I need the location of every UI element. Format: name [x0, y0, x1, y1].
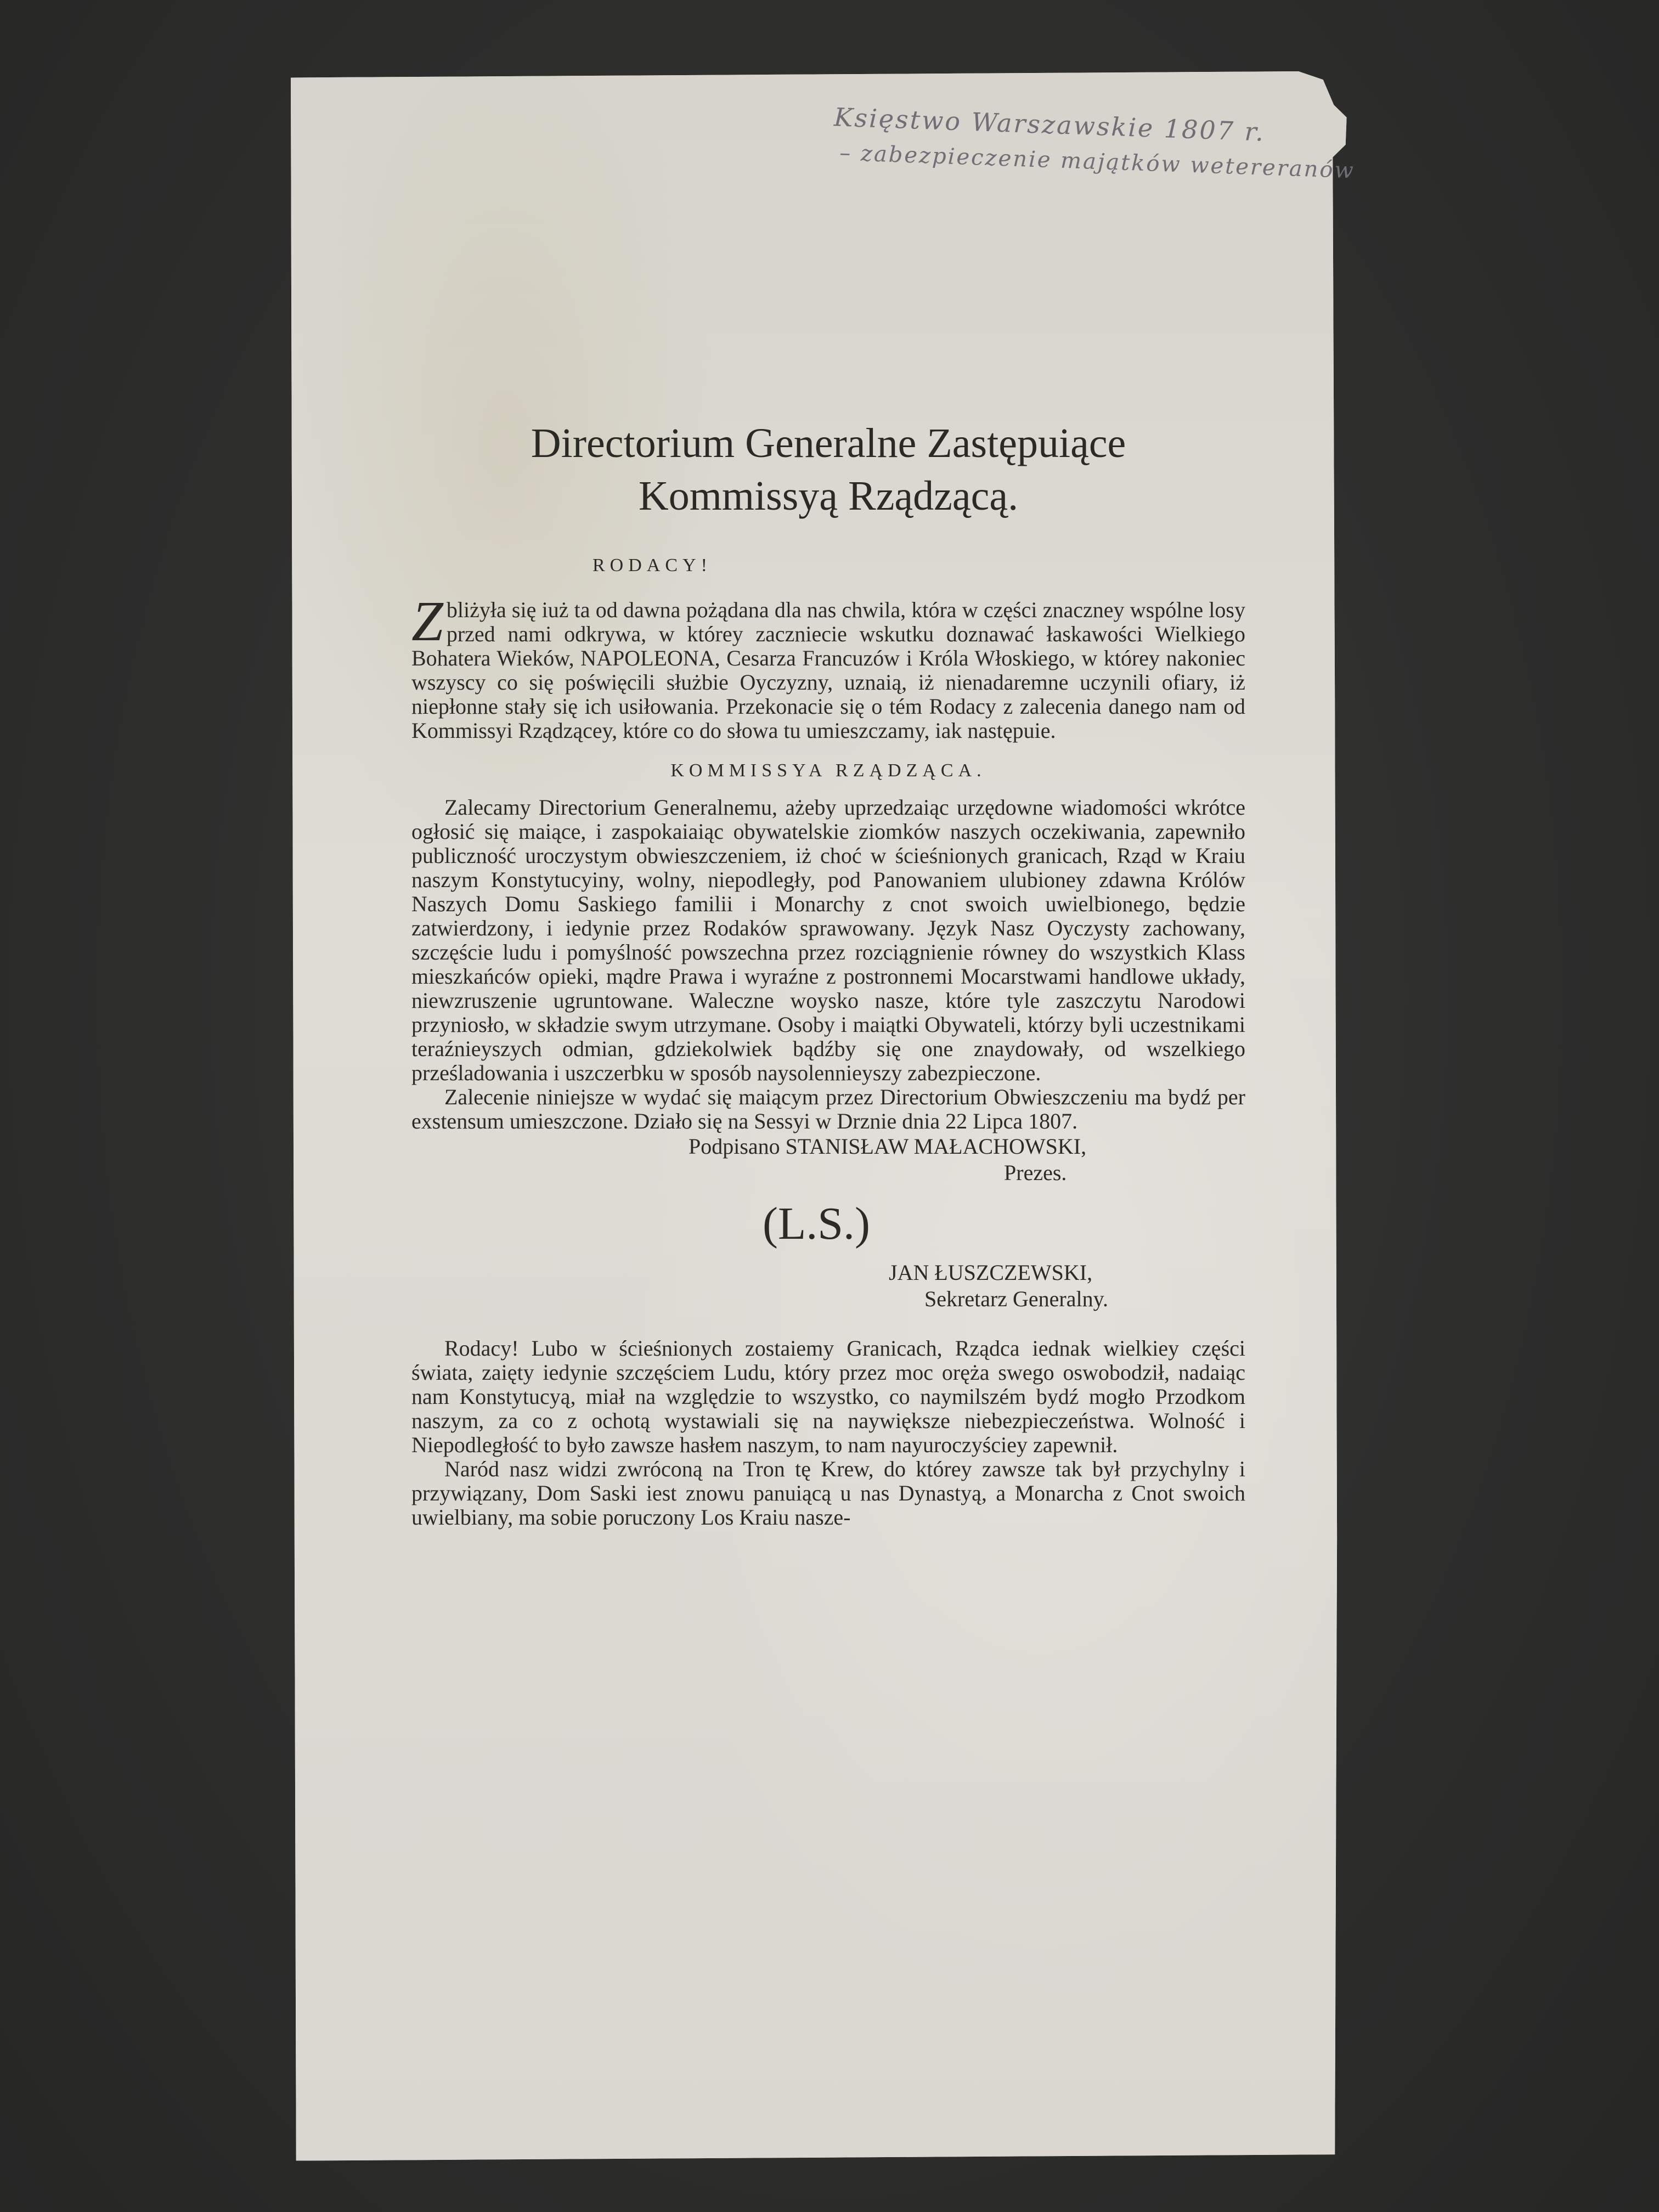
drop-cap-letter: Z — [411, 590, 443, 653]
commission-paragraph-1: Zalecamy Directorium Generalnemu, ażeby uprzedzaiąc urzędowne wiadomości wkrótce ogłosić się maiące, i zaspokaiaiąc obywatelskie ziomków naszych oczekiwania, zapewniło publiczność uroczystym obwieszczeniem, iż choć w ścieśnionych granicach, Rząd w Kraiu naszym Konstytucyiny, wolny, niepodległy, pod Panowaniem ulubioney zdawna Królów Naszych Domu Saskiego familii i Monarchy z cnot swoich uwielbionego, będzie zatwierdzony, i iedynie przez Rodaków sprawowany. Język Nasz Oyczysty zachowany, szczęście ludu i pomyślność powszechna przez rozciągnienie równey do wszystkich Klass mieszkańców opieki, mądre Prawa i wyraźne z postronnemi Mocarstwami handlowe układy, niewzruszenie ugruntowane. Waleczne woysko nasze, które tyle zaszczytu Narodowi przyniosło, w składzie swym utrzymane. Osoby i maiątki Obywateli, którzy byli uczestnikami teraźnieyszych odmian, gdziekolwiek bądźby się one znaydowały, od wszelkiego prześladowania i uszczerbku w sposób naysolennieyszy zabezpieczone. — [411, 795, 1245, 1085]
closing-paragraph-2: Naród nasz widzi zwróconą na Tron tę Krew, do którey zawsze tak był przychylny i przywiązany, Dom Saski iest znowu panuiącą u nas Dynastyą, a Monarcha z Cnot swoich uwielbiany, ma sobie poruczony Los Kraiu nasze- — [411, 1457, 1245, 1530]
signature-title-prezes: Prezes. — [1004, 1160, 1067, 1185]
document-title-line-2: Kommissyą Rządzącą. — [638, 473, 1019, 519]
opening-paragraph — [411, 590, 1245, 743]
section-heading-rodacy: RODACY! — [592, 555, 712, 575]
signature-title-sekretarz: Sekretarz Generalny. — [924, 1286, 1108, 1311]
printed-document — [411, 417, 1245, 1530]
opening-paragraph-text: bliżyła się iuż ta od dawna pożądana dla nas chwila, która w części znaczney wspólne losy przed nami odkrywa, w którey zaczniecie wskutku doznawać łaskawości Wielkiego Bohatera Wieków, NAPOLEONA, Cesarza Francuzów i Króla Włoskiego, w którey nakoniec wszyscy co się poświęcili służbie Oyczyzny, uznaią, iż nienadaremne uczynili ofiary, iż niepłonne stały się ich usiłowania. Przekonacie się o tém Rodacy z zalecenia danego nam od Kommissyi Rządzącey, które co do słowa tu umieszczamy, iak następuie. — [411, 597, 1245, 743]
handwritten-note-line-1: Księstwo Warszawskie 1807 r. — [833, 102, 1266, 147]
document-title-line-1: Directorium Generalne Zastępuiące — [531, 420, 1126, 466]
signature-malachowski: Podpisano STANISŁAW MAŁACHOWSKI, — [689, 1134, 1087, 1159]
handwritten-note-line-2: – zabezpieczenie majątków wetereranów — [839, 140, 1356, 184]
signature-luszczewski: JAN ŁUSZCZEWSKI, — [889, 1260, 1093, 1285]
seal-mark: (L.S.) — [763, 1198, 870, 1249]
commission-paragraph-2: Zalecenie niniejsze w wydać się maiącym przez Directorium Obwieszczeniu ma bydź per exstensum umieszczone. Działo się na Sessyi w Drznie dnia 22 Lipca 1807. — [411, 1085, 1245, 1133]
closing-paragraph-1: Rodacy! Lubo w ścieśnionych zostaiemy Granicach, Rządca iednak wielkiey części świata, zaięty iedynie szczęściem Ludu, który przez moc oręża swego oswobodził, nadaiąc nam Konstytucyą, miał na względzie to wszystko, co naymilszém bydź mogło Przodkom naszym, za co z ochotą wystawiali się na naywiększe niebezpieczeństwa. Wolność i Niepodległość to było zawsze hasłem naszym, to nam nayuroczyściey zapewnił. — [411, 1336, 1245, 1457]
section-heading-kommissya: KOMMISSYA RZĄDZĄCA. — [670, 760, 986, 781]
